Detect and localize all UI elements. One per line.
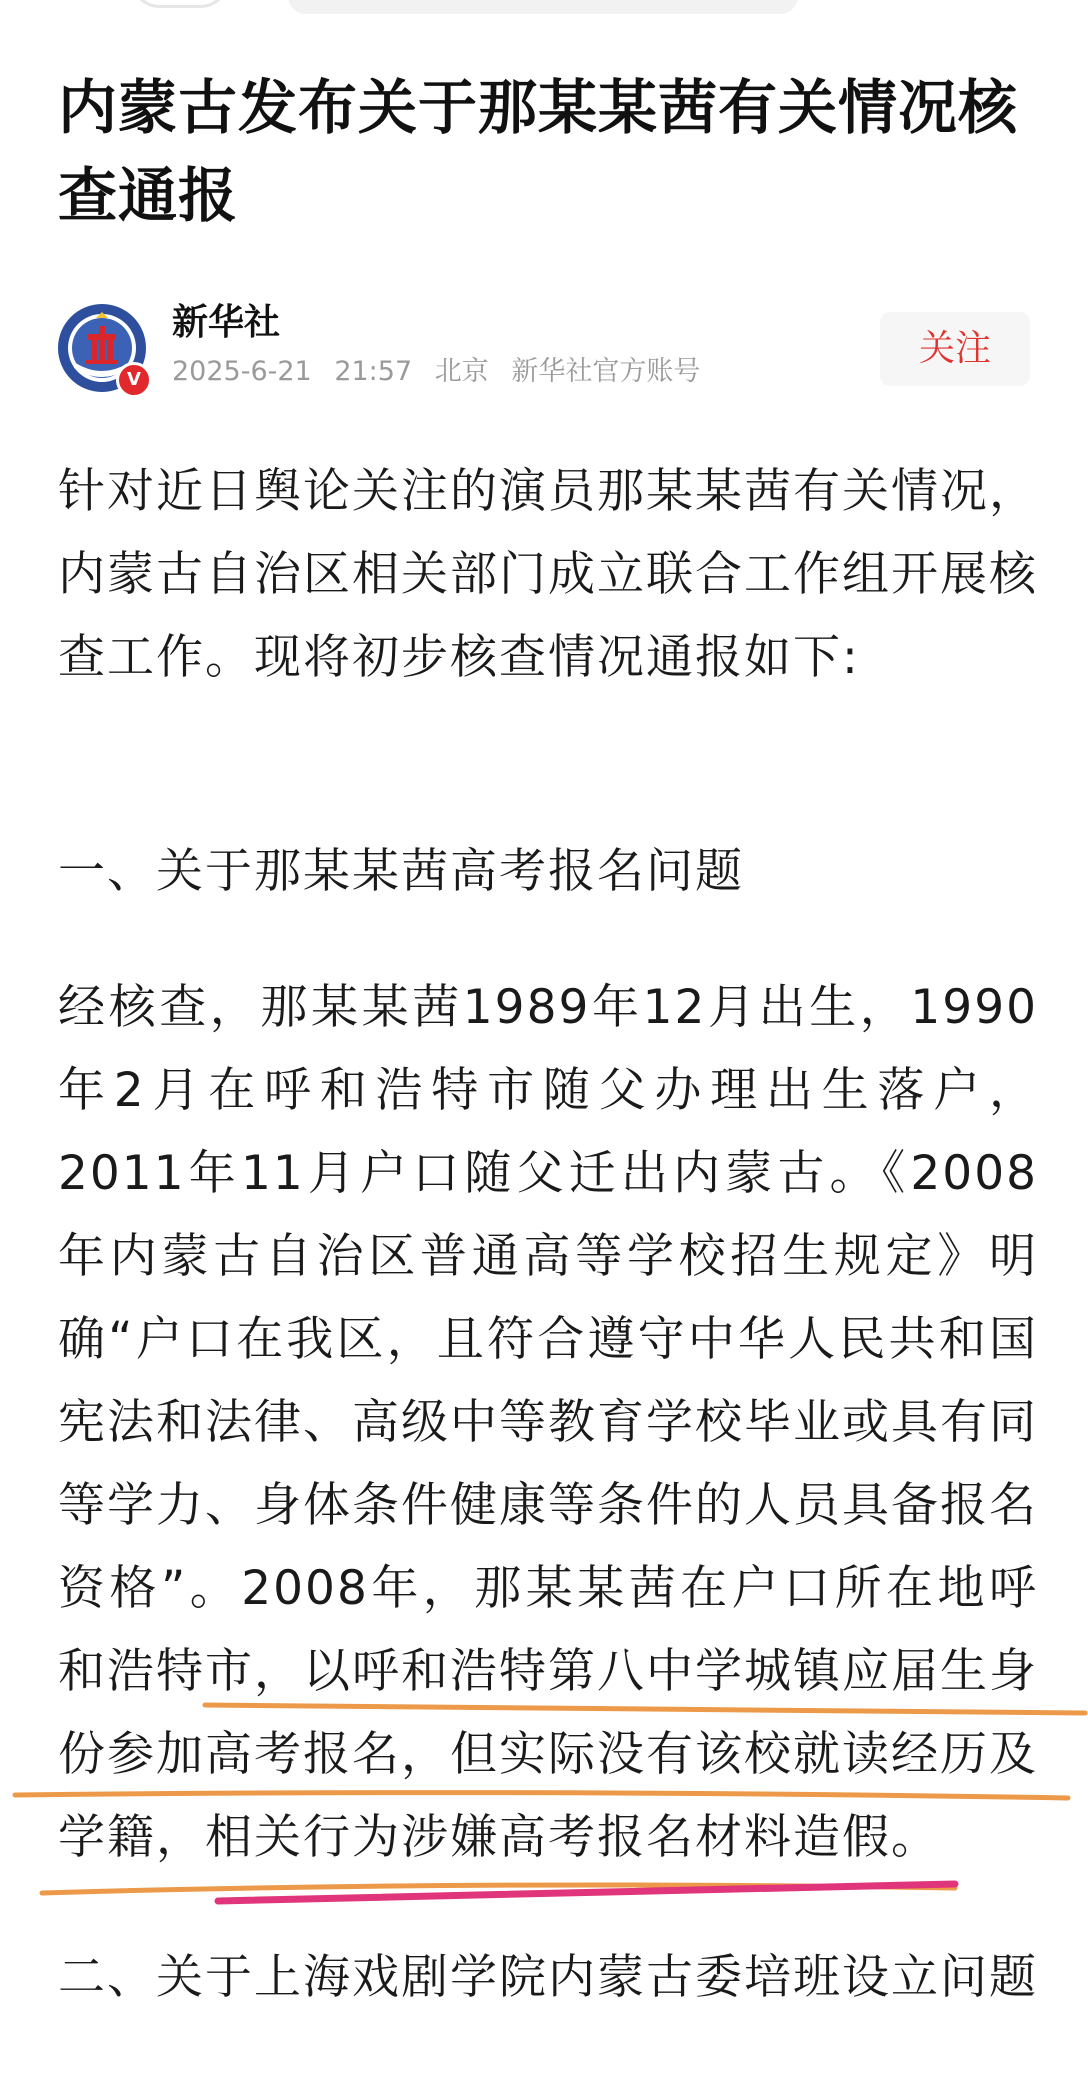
top-bar-remnant xyxy=(0,0,1088,14)
back-button-remnant[interactable] xyxy=(130,0,230,8)
account-type: 新华社官方账号 xyxy=(511,356,701,387)
verified-badge-icon: V xyxy=(116,362,152,398)
xinhua-logo-icon[interactable] xyxy=(58,304,146,392)
section-1-body: 经核查，那某某茜1989年12月出生，1990年2月在呼和浩特市随父办理出生落户，2011年11月户口随父迁出内蒙古。《2008年内蒙古自治区普通高等学校招生规定》明确“户口在我区，且符合遵守中华人民共和国宪法和法律、高级中等教育学校毕业或具有同等学力、身体条件健康等条件的人员具备报名资格”。2008年，那某某茜在户口所在地呼和浩特市，以呼和浩特第八中学城镇应届生身份参加高考报名，但实际没有该校就读经历及学籍，相关行为涉嫌高考报名材料造假。 xyxy=(58,980,1038,1865)
follow-button[interactable]: 关注 xyxy=(880,312,1030,386)
orange-underline-3 xyxy=(42,1885,955,1893)
author-row xyxy=(58,300,1030,396)
publish-location: 北京 xyxy=(434,356,489,387)
publish-time: 21:57 xyxy=(334,356,413,387)
publish-date: 2025-6-21 xyxy=(172,356,312,387)
search-bar-remnant[interactable] xyxy=(288,0,798,14)
article-title: 内蒙古发布关于那某某茜有关情况核查通报 xyxy=(58,73,1019,230)
pink-underline xyxy=(218,1884,955,1901)
author-name[interactable]: 新华社 xyxy=(172,302,281,343)
section-2-heading: 二、关于上海戏剧学院内蒙古委培班设立问题 xyxy=(58,1950,1038,2005)
section-1-heading: 一、关于那某某茜高考报名问题 xyxy=(58,844,744,899)
intro-paragraph: 针对近日舆论关注的演员那某某茜有关情况，内蒙古自治区相关部门成立联合工作组开展核查工作。现将初步核查情况通报如下: xyxy=(58,464,1038,685)
article-meta xyxy=(172,354,714,390)
